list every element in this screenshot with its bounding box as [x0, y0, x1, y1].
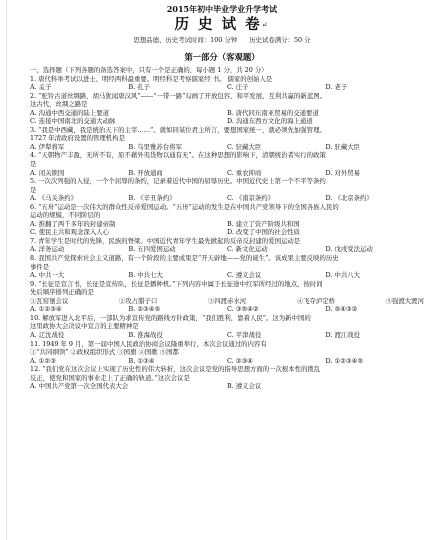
question-stem-line: 11. 1949 年 9 月，第一届中国人民政治协商会议隆重举行，本次会议通过的内容有	[30, 339, 267, 348]
question-item	[30, 151, 424, 177]
option: B. 中共七大	[128, 271, 163, 280]
option: D. 戊戌变法运动	[325, 245, 373, 254]
question-stem-line: 1727 年清政府设置的管理机构是	[30, 134, 125, 143]
option-row	[30, 297, 424, 306]
option: A. 推翻了两千多年的封建帝制	[30, 219, 116, 228]
option-row	[30, 109, 424, 118]
option: C. 驻藏大臣	[227, 142, 262, 151]
option: B. 五四爱国运动	[128, 245, 176, 254]
question-stem-line: 2. “驼铃古道丝绸路，胡马犹闻唐汉风”——“一带一路”勾画了开放包容、和平发展、互利共赢的新蓝图。	[30, 91, 326, 100]
option: D. 中共八大	[325, 271, 361, 280]
option: A. 中共一大	[30, 271, 65, 280]
option: B. 唐代同东南亚贸易的交通要道	[227, 108, 319, 117]
answer-option: C. ③⑤④②	[227, 305, 259, 314]
option-row	[30, 83, 424, 92]
option: C. 重农抑商	[227, 168, 262, 177]
question-stem-line: 是	[30, 160, 37, 169]
question-stem-line: ①“共同纲领” ②政权组织形式 ③国旗 ④国歌 ⑤国都	[30, 348, 179, 357]
option-row	[30, 245, 424, 254]
section-heading: 一、选择题（下列各题的备选答案中，只有一个是正确的，每小题 1 分，共 20 分）	[30, 66, 268, 74]
option: D. 沟通东西方文化的海上通道	[227, 117, 313, 126]
question-stem-line: 10. 解放军进入北平后，一部队为求宣传党的路线方针政策，“我们胜利，靠着人民”。这为新中国的	[30, 313, 311, 322]
option-row	[30, 331, 424, 340]
option: C. 平津战役	[227, 330, 262, 339]
option: ⑤强渡大渡河	[385, 296, 424, 305]
question-stem-line: 这古代，丝绸之路是	[30, 100, 88, 109]
option: A. 中国共产党第一次全国代表大会	[30, 382, 129, 391]
option: D. 《北京条约》	[325, 194, 373, 203]
title-text: 历 史 试 卷	[174, 16, 262, 33]
question-item	[30, 177, 424, 203]
option: A. 辽沈战役	[30, 330, 65, 339]
question-stem-line: 8. 我国共产党探索社会主义道路，有一个阶段的主要成果是“开天辟地——党的诞生”。该成果主要反映的历史	[30, 254, 339, 263]
total-time: 思想品德、历史考试时间：100 分钟	[133, 36, 238, 44]
question-stem-line: 12. “我们党在这次会议上实现了历史性的伟大转折，这次会议是党的指导思想方面的一次根本性的拨乱	[30, 365, 321, 374]
question-item	[30, 340, 424, 366]
option: A. 洋务运动	[30, 245, 65, 254]
question-stem-line: 是	[30, 185, 37, 194]
option: C. 《南京条约》	[227, 194, 275, 203]
option: A. 《马关条约》	[30, 194, 78, 203]
answer-option: D. ⑤④③②	[325, 305, 358, 314]
question-item	[30, 126, 424, 152]
question-stem-line: 事件是	[30, 262, 50, 271]
option: B. 遵义会议	[227, 382, 262, 391]
option-row	[30, 271, 424, 280]
page-title	[20, 15, 424, 35]
history-score: 历史试卷满分：50 分	[249, 36, 311, 44]
option: B. 孔子	[128, 83, 151, 92]
exam-header: 2015年初中毕业学业升学考试	[166, 4, 278, 14]
question-item	[30, 280, 424, 314]
option: C. ②③④	[227, 356, 253, 365]
question-item	[30, 92, 424, 126]
option-row	[30, 228, 424, 237]
option-row	[30, 357, 424, 366]
option: B. 淮海战役	[128, 330, 163, 339]
option: A. ①②③	[30, 356, 56, 365]
question-item	[30, 365, 424, 391]
question-stem-line: 9. “长征是宣言书，长征是宣传队，长征是播种机。”下列内容中属于长征途中红军所经过的地点，按时间	[30, 279, 323, 288]
question-stem-line: 3. “我是中西藏，我是统治天下的主宰……”。就如同某位君主所言，要想国家统一，就必须先加强管理。	[30, 125, 326, 134]
option: C. 连接中国南北的交通大动脉	[30, 117, 116, 126]
scan-edge-line	[6, 0, 7, 540]
question-stem-line: 运动的规模，不同阶层的	[30, 211, 101, 220]
question-stem-line: 7. 青年学生是时代的先锋，民族的脊梁。中国近代青年学生最先掀起的反帝反封建的爱国运动是	[30, 236, 301, 245]
option: A. 闭关锁国	[30, 168, 65, 177]
option: D. ①②③④⑤	[325, 356, 364, 365]
option: C. 使民主共和观念深入人心	[30, 228, 110, 237]
option: C. 遵义会议	[227, 271, 262, 280]
question-item	[30, 75, 424, 92]
option-row	[30, 117, 424, 126]
option: B. ①③④	[128, 356, 155, 365]
exam-meta	[20, 35, 424, 45]
question-item	[30, 203, 424, 237]
option: B. 开放通商	[128, 168, 163, 177]
option: A. 孟子	[30, 83, 52, 92]
option: ③四渡赤水河	[207, 296, 247, 305]
question-stem-line: 这里政协大会决议中宣言的主要精神是	[30, 322, 139, 331]
option-row	[30, 169, 424, 178]
question-stem-line: 先后顺序排列正确的是	[30, 288, 94, 297]
option: D. 对外贸易	[325, 168, 361, 177]
part-title: 第一部分（客观题）	[184, 52, 260, 62]
option: D. 渡江战役	[325, 330, 361, 339]
option: B. 《辛丑条约》	[128, 194, 176, 203]
question-stem-line: 1. 唐代科举考试以进士、明经两科最重要。明经科是考察儒家经 书。 儒家的创始人是	[30, 74, 273, 83]
option: D. 老子	[325, 83, 348, 92]
option: D. 改变了中国的社会性质	[227, 228, 300, 237]
return-mark-icon: ↵	[261, 21, 270, 29]
option: A. 沟通中西交通的陆上要道	[30, 108, 109, 117]
question-list	[30, 75, 424, 391]
question-item	[30, 314, 424, 340]
question-stem-line: 6. “五卅”运动是一次伟大的群众性反帝爱国运动。“五卅”运动的发生是在中国共产党领导下的全国各族人民的	[30, 202, 339, 211]
option: B. 建立了资产阶级共和国	[227, 219, 300, 228]
question-stem-line: 反正，使党和国家的事业走上了正确的轨道。”这次会议是	[30, 373, 190, 382]
option: D. 驻藏大臣	[325, 142, 361, 151]
question-stem-line: 5. 一次次列强的入侵，一个个屈辱的条约，记录着近代中国的屈辱历史。中国近代史上第一个不平等条约	[30, 177, 326, 186]
answer-row	[30, 305, 424, 314]
answer-option: A. ①②③④	[30, 305, 62, 314]
option: A. 伊犁将军	[30, 142, 65, 151]
option: B. 乌里雅苏台将军	[128, 142, 182, 151]
question-item	[30, 254, 424, 280]
option-row	[30, 382, 424, 391]
option-row	[30, 194, 424, 203]
option: C. 庄子	[227, 83, 249, 92]
option: ①瓦窑堡会议	[30, 296, 69, 305]
answer-option: B. ②③④⑤	[128, 305, 161, 314]
option: ②攻占腊子口	[118, 296, 158, 305]
question-item	[30, 237, 424, 254]
question-stem-line: 4. “天朝物产丰盈，无所不有，原不藉外夷货物以通有无”。在这种思想的影响下，清朝统治者实行的政策	[30, 151, 326, 160]
option: C. 新文化运动	[227, 245, 268, 254]
option: ④飞夺泸定桥	[296, 296, 336, 305]
questions-area	[30, 66, 424, 391]
